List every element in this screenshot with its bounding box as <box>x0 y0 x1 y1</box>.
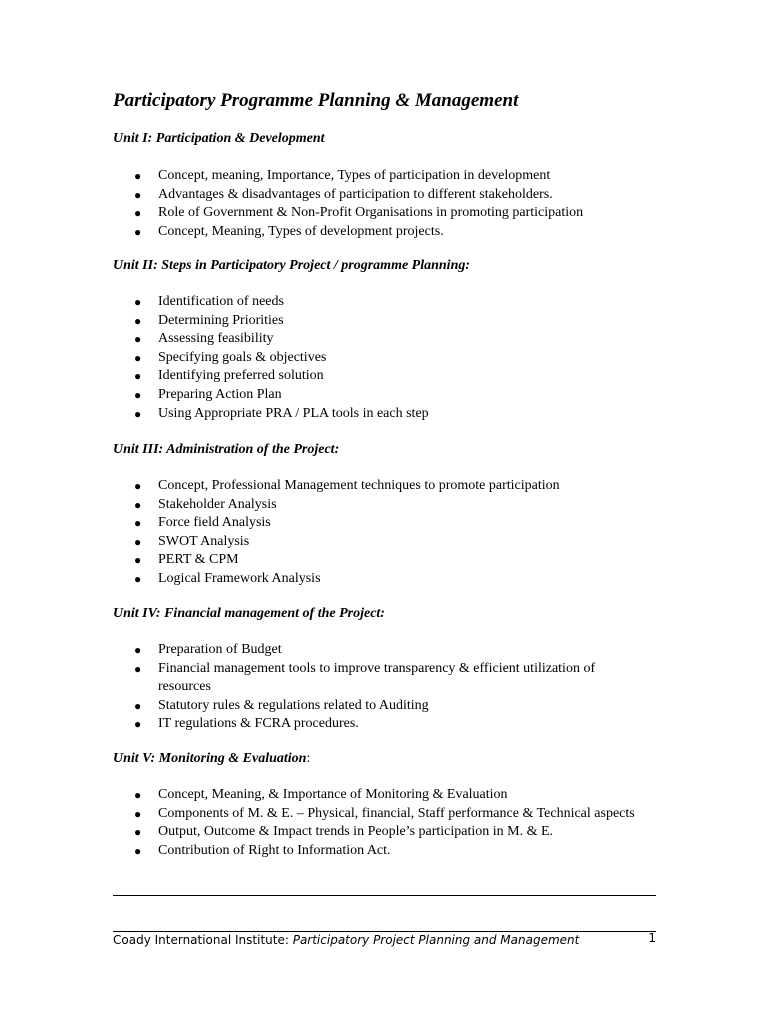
list-item <box>113 823 643 842</box>
bullet-icon: ● <box>134 369 142 384</box>
bullet-icon: ● <box>134 206 142 221</box>
list-item-text: Advantages & disadvantages of participation to different stakeholders. <box>158 186 553 202</box>
list-item-text: Statutory rules & regulations related to Auditing <box>158 697 429 713</box>
horizontal-rule <box>113 895 656 896</box>
bullet-icon: ● <box>134 534 142 549</box>
bullet-icon: ● <box>134 313 142 328</box>
list-item-text: Output, Outcome & Impact trends in People’s participation in M. & E. <box>158 824 554 840</box>
list-item-text: Stakeholder Analysis <box>158 496 277 512</box>
unit-2-heading-text: Unit II: Steps in Participatory Project / programme Planning: <box>113 258 471 273</box>
list-item <box>113 697 643 716</box>
list-item-text: Concept, Professional Management techniques to promote participation <box>158 478 560 493</box>
bullet-icon: ● <box>134 571 142 586</box>
bullet-icon: ● <box>134 187 142 202</box>
list-item <box>113 167 643 186</box>
list-item-text: Logical Framework Analysis <box>158 570 321 586</box>
list-item-text: Concept, Meaning, & Importance of Monitoring & Evaluation <box>158 787 508 802</box>
list-item-text: Determining Priorities <box>158 312 284 328</box>
list-item-text: Identification of needs <box>158 294 284 309</box>
bullet-icon: ● <box>134 643 142 657</box>
list-item-text: Identifying preferred solution <box>158 368 324 384</box>
document-page <box>113 0 658 1024</box>
list-item-text: PERT & CPM <box>158 552 239 568</box>
bullet-icon: ● <box>134 698 142 713</box>
list-item <box>113 186 643 205</box>
unit-2-list <box>113 293 643 423</box>
list-item-text: Using Appropriate PRA / PLA tools in each step <box>158 405 429 421</box>
list-item <box>113 367 643 386</box>
unit-1-list <box>113 167 643 241</box>
unit-4-heading-text: Unit IV: Financial management of the Project: <box>113 606 385 621</box>
list-item <box>113 551 643 570</box>
list-item-text: Components of M. & E. – Physical, financial, Staff performance & Technical aspects <box>158 805 635 821</box>
bullet-icon: ● <box>134 224 142 239</box>
list-item <box>113 514 643 533</box>
bullet-icon: ● <box>134 295 142 309</box>
bullet-icon: ● <box>134 387 142 402</box>
list-item-text: Concept, Meaning, Types of development projects. <box>158 223 444 239</box>
bullet-icon: ● <box>134 717 142 732</box>
list-item <box>113 660 643 697</box>
bullet-icon: ● <box>134 479 142 493</box>
list-item <box>113 330 643 349</box>
unit-5-heading <box>113 751 310 767</box>
footer-divider <box>113 931 656 932</box>
list-item <box>113 641 643 660</box>
bullet-icon: ● <box>134 332 142 347</box>
list-item <box>113 715 643 734</box>
footer-institute: Coady International Institute: <box>113 933 293 947</box>
list-item <box>113 349 643 368</box>
unit-5-list <box>113 786 643 860</box>
list-item <box>113 842 643 861</box>
bullet-icon: ● <box>134 516 142 531</box>
page-number: 1 <box>648 931 656 945</box>
list-item <box>113 405 643 424</box>
list-item-text: Preparation of Budget <box>158 642 282 657</box>
unit-5-heading-text: Unit V: Monitoring & Evaluation <box>113 751 307 766</box>
list-item <box>113 386 643 405</box>
bullet-icon: ● <box>134 825 142 840</box>
unit-4-heading <box>113 606 385 622</box>
list-item-text: Contribution of Right to Information Act. <box>158 842 391 858</box>
unit-1-heading <box>113 131 325 147</box>
list-item-text: Concept, meaning, Importance, Types of participation in development <box>158 168 551 183</box>
page-footer <box>113 933 579 947</box>
list-item <box>113 496 643 515</box>
list-item-text: Specifying goals & objectives <box>158 349 327 365</box>
list-item <box>113 293 643 312</box>
list-item <box>113 312 643 331</box>
list-item <box>113 786 643 805</box>
unit-4-list <box>113 641 643 734</box>
unit-5-heading-tail: : <box>306 751 311 766</box>
list-item-text: Preparing Action Plan <box>158 386 282 402</box>
list-item <box>113 204 643 223</box>
list-item <box>113 570 643 589</box>
list-item-text: SWOT Analysis <box>158 533 250 549</box>
document-title: Participatory Programme Planning & Management <box>113 90 519 111</box>
unit-1-heading-text: Unit I: Participation & Development <box>113 131 325 146</box>
list-item-text: Force field Analysis <box>158 515 271 531</box>
bullet-icon: ● <box>134 406 142 421</box>
unit-3-list <box>113 477 643 589</box>
bullet-icon: ● <box>134 661 142 676</box>
unit-3-heading <box>113 442 339 458</box>
bullet-icon: ● <box>134 806 142 821</box>
bullet-icon: ● <box>134 350 142 365</box>
unit-2-heading <box>113 258 470 274</box>
list-item-text: Assessing feasibility <box>158 331 274 347</box>
list-item <box>113 533 643 552</box>
list-item <box>113 223 643 242</box>
list-item <box>113 477 643 496</box>
list-item-text: Financial management tools to improve transparency & efficient utilization of resources <box>158 660 596 695</box>
unit-3-heading-text: Unit III: Administration of the Project: <box>113 442 340 457</box>
list-item-text: Role of Government & Non-Profit Organisations in promoting participation <box>158 205 584 221</box>
list-item-text: IT regulations & FCRA procedures. <box>158 716 359 732</box>
bullet-icon: ● <box>134 169 142 183</box>
list-item <box>113 805 643 824</box>
bullet-icon: ● <box>134 553 142 568</box>
bullet-icon: ● <box>134 788 142 802</box>
bullet-icon: ● <box>134 843 142 858</box>
bullet-icon: ● <box>134 497 142 512</box>
footer-course-title: Participatory Project Planning and Management <box>292 933 580 947</box>
